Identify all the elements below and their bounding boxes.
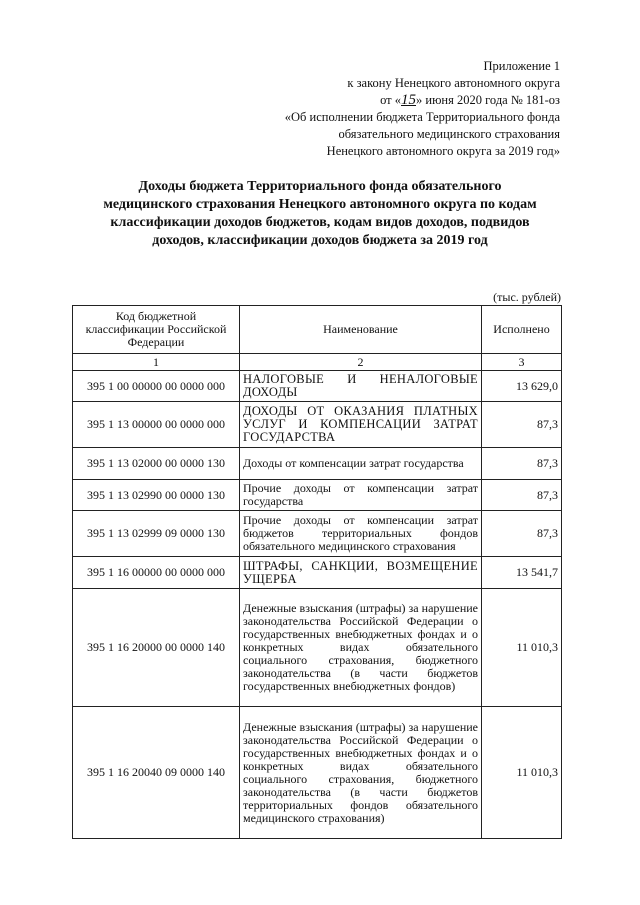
row-code: 395 1 13 02000 00 0000 130 [73, 448, 240, 480]
appendix-date-line [180, 92, 560, 109]
row-name: НАЛОГОВЫЕ И НЕНАЛОГОВЫЕ ДОХОДЫ [240, 371, 482, 402]
column-number: 2 [240, 354, 482, 371]
row-name: Денежные взыскания (штрафы) за нарушение законодательства Российской Федерации о государственных внебюджетных фондах и о конкретных видах обязательного социального страхования, бюджетного законодательства (в части бюджетов государственных внебюджетных фондов) [240, 589, 482, 707]
document-title [64, 178, 576, 250]
units-label: (тыс. рублей) [493, 290, 561, 304]
title-line-1: Доходы бюджета Территориального фонда обязательного [138, 179, 502, 194]
row-code: 395 1 16 20040 09 0000 140 [73, 707, 240, 839]
row-amount: 11 010,3 [482, 707, 562, 839]
row-amount: 87,3 [482, 480, 562, 511]
table-header-row [73, 306, 562, 354]
appendix-line-6: Ненецкого автономного округа за 2019 год» [326, 144, 560, 158]
row-amount: 87,3 [482, 448, 562, 480]
title-line-2: медицинского страхования Ненецкого автономного округа по кодам [103, 197, 537, 212]
row-name: ШТРАФЫ, САНКЦИИ, ВОЗМЕЩЕНИЕ УЩЕРБА [240, 557, 482, 589]
header-name: Наименование [240, 306, 482, 354]
title-line-3: классификации доходов бюджетов, кодам видов доходов, подвидов [110, 215, 530, 230]
row-name: Прочие доходы от компенсации затрат государства [240, 480, 482, 511]
header-code: Код бюджетной классификации Российской Федерации [73, 306, 240, 354]
appendix-line-4: «Об исполнении бюджета Территориального фонда [284, 110, 560, 124]
table-row [73, 448, 562, 480]
row-code: 395 1 13 02990 00 0000 130 [73, 480, 240, 511]
table-row [73, 371, 562, 402]
table-row [73, 707, 562, 839]
appendix-line-2: к закону Ненецкого автономного округа [347, 76, 560, 90]
income-table [72, 305, 562, 839]
table-row [73, 402, 562, 448]
date-day-handwritten: 15 [401, 92, 417, 108]
row-name: Прочие доходы от компенсации затрат бюджетов территориальных фондов обязательного медицинского страхования [240, 511, 482, 557]
row-amount: 87,3 [482, 402, 562, 448]
date-suffix: » июня 2020 года № 181-оз [416, 93, 560, 107]
row-code: 395 1 16 00000 00 0000 000 [73, 557, 240, 589]
row-amount: 13 629,0 [482, 371, 562, 402]
title-line-4: доходов, классификации доходов бюджета за 2019 год [152, 233, 488, 248]
row-code: 395 1 13 02999 09 0000 130 [73, 511, 240, 557]
appendix-line-5: обязательного медицинского страхования [338, 127, 560, 141]
table-row [73, 511, 562, 557]
date-prefix: от « [380, 93, 402, 107]
row-code: 395 1 16 20000 00 0000 140 [73, 589, 240, 707]
column-numbers-row [73, 354, 562, 371]
row-name: Денежные взыскания (штрафы) за нарушение законодательства Российской Федерации о государственных внебюджетных фондах и о конкретных видах обязательного социального страхования, бюджетного законодательства (в части бюджетов территориальных фондов обязательного медицинского страхования) [240, 707, 482, 839]
row-amount: 87,3 [482, 511, 562, 557]
row-amount: 11 010,3 [482, 589, 562, 707]
row-amount: 13 541,7 [482, 557, 562, 589]
column-number: 1 [73, 354, 240, 371]
appendix-line-1: Приложение 1 [483, 59, 560, 73]
table-row [73, 480, 562, 511]
column-number: 3 [482, 354, 562, 371]
row-code: 395 1 00 00000 00 0000 000 [73, 371, 240, 402]
table-row [73, 557, 562, 589]
table-row [73, 589, 562, 707]
row-name: ДОХОДЫ ОТ ОКАЗАНИЯ ПЛАТНЫХ УСЛУГ И КОМПЕНСАЦИИ ЗАТРАТ ГОСУДАРСТВА [240, 402, 482, 448]
appendix-header [180, 58, 560, 160]
header-amount: Исполнено [482, 306, 562, 354]
row-name: Доходы от компенсации затрат государства [240, 448, 482, 480]
row-code: 395 1 13 00000 00 0000 000 [73, 402, 240, 448]
